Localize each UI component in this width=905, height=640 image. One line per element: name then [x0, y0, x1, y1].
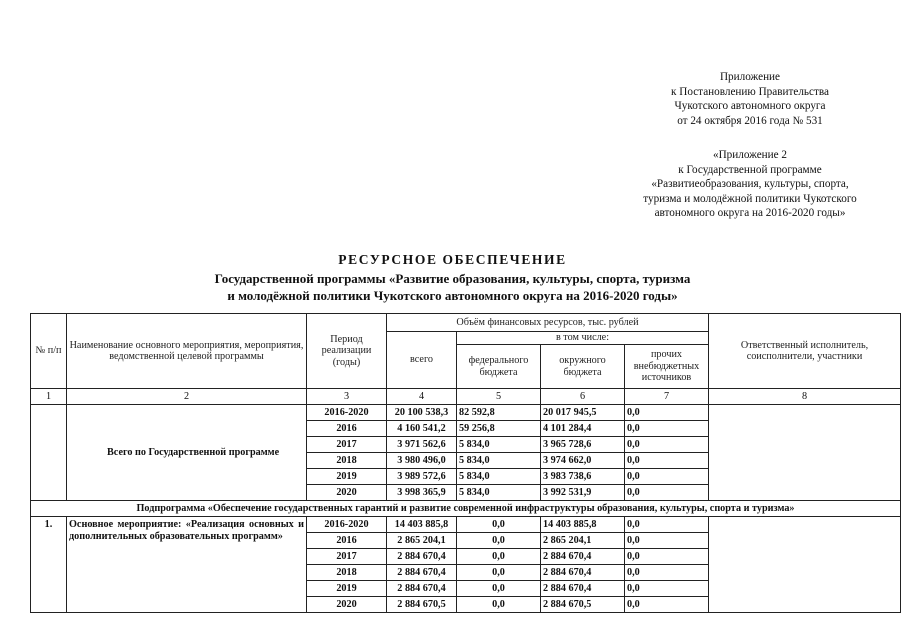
other-cell: 0,0	[625, 549, 709, 565]
appendix-line: от 24 октября 2016 года № 531	[677, 114, 823, 127]
document-subtitle-line-2: и молодёжной политики Чукотского автономного округа на 2016-2020 годы»	[227, 288, 678, 303]
federal-cell: 5 834,0	[457, 437, 541, 453]
header-volume: Объём финансовых ресурсов, тыс. рублей	[387, 314, 709, 332]
period-cell: 2016-2020	[307, 517, 387, 533]
period-cell: 2018	[307, 453, 387, 469]
period-cell: 2017	[307, 437, 387, 453]
federal-cell: 59 256,8	[457, 421, 541, 437]
other-cell: 0,0	[625, 597, 709, 613]
column-numbers-row	[31, 389, 901, 405]
other-cell: 0,0	[625, 405, 709, 421]
appendix-line: «Приложение 2	[712, 149, 788, 161]
header-district: окружного бюджета	[541, 345, 625, 389]
total-cell: 2 884 670,5	[387, 597, 457, 613]
appendix-line: Чукотского автономного округа	[674, 100, 826, 113]
total-cell: 3 998 365,9	[387, 485, 457, 501]
district-cell: 4 101 284,4	[541, 421, 625, 437]
appendix-block-1	[600, 70, 900, 128]
district-cell: 2 865 204,1	[541, 533, 625, 549]
header-responsible: Ответственный исполнитель, соисполнители, участники	[709, 314, 901, 389]
other-cell: 0,0	[625, 437, 709, 453]
column-number: 8	[709, 389, 901, 405]
document-title: РЕСУРСНОЕ ОБЕСПЕЧЕНИЕ	[338, 252, 567, 267]
resource-table	[30, 313, 901, 613]
header-period: Период реализации (годы)	[307, 314, 387, 389]
district-cell: 2 884 670,5	[541, 597, 625, 613]
column-number: 5	[457, 389, 541, 405]
header-num: № п/п	[31, 314, 67, 389]
district-cell: 2 884 670,4	[541, 581, 625, 597]
federal-cell: 0,0	[457, 597, 541, 613]
period-cell: 2019	[307, 581, 387, 597]
total-cell: 4 160 541,2	[387, 421, 457, 437]
total-cell: 20 100 538,3	[387, 405, 457, 421]
period-cell: 2016-2020	[307, 405, 387, 421]
total-cell: 2 884 670,4	[387, 581, 457, 597]
other-cell: 0,0	[625, 517, 709, 533]
column-number: 7	[625, 389, 709, 405]
other-cell: 0,0	[625, 581, 709, 597]
total-cell: 3 971 562,6	[387, 437, 457, 453]
header-name: Наименование основного мероприятия, мероприятия, ведомственной целевой программы	[67, 314, 307, 389]
federal-cell: 0,0	[457, 533, 541, 549]
responsible-cell	[709, 405, 901, 501]
other-cell: 0,0	[625, 453, 709, 469]
subprogram-row	[31, 501, 901, 517]
total-cell: 14 403 885,8	[387, 517, 457, 533]
period-cell: 2020	[307, 485, 387, 501]
district-cell: 3 965 728,6	[541, 437, 625, 453]
header-row-1	[31, 314, 901, 332]
total-cell: 2 865 204,1	[387, 533, 457, 549]
total-num-cell	[31, 405, 67, 501]
appendix-line: Приложение	[719, 71, 781, 83]
column-number: 2	[67, 389, 307, 405]
measure-num: 1.	[31, 517, 67, 613]
district-cell: 3 974 662,0	[541, 453, 625, 469]
federal-cell: 5 834,0	[457, 485, 541, 501]
federal-cell: 5 834,0	[457, 453, 541, 469]
period-cell: 2016	[307, 421, 387, 437]
total-label: Всего по Государственной программе	[67, 405, 307, 501]
subprogram-title: Подпрограмма «Обеспечение государственных гарантий и развитие современной инфраструктуры образования, культуры, спорта и туризма»	[31, 501, 901, 517]
column-number: 3	[307, 389, 387, 405]
column-number: 1	[31, 389, 67, 405]
district-cell: 14 403 885,8	[541, 517, 625, 533]
period-cell: 2017	[307, 549, 387, 565]
column-number: 4	[387, 389, 457, 405]
responsible-cell	[709, 517, 901, 613]
table-row	[31, 405, 901, 421]
federal-cell: 82 592,8	[457, 405, 541, 421]
appendix-line: туризма и молодёжной политики Чукотского	[643, 192, 857, 205]
district-cell: 2 884 670,4	[541, 565, 625, 581]
appendix-line: к Государственной программе	[678, 163, 822, 176]
district-cell: 3 983 738,6	[541, 469, 625, 485]
other-cell: 0,0	[625, 421, 709, 437]
appendix-line: «Развитиеобразования, культуры, спорта,	[651, 178, 849, 191]
appendix-line: автономного округа на 2016-2020 годы»	[654, 207, 846, 220]
total-cell: 3 980 496,0	[387, 453, 457, 469]
table-row	[31, 517, 901, 533]
federal-cell: 0,0	[457, 549, 541, 565]
appendix-line: к Постановлению Правительства	[671, 85, 829, 98]
header-including: в том числе:	[457, 332, 709, 345]
other-cell: 0,0	[625, 469, 709, 485]
federal-cell: 5 834,0	[457, 469, 541, 485]
district-cell: 3 992 531,9	[541, 485, 625, 501]
period-cell: 2019	[307, 469, 387, 485]
other-cell: 0,0	[625, 485, 709, 501]
total-cell: 2 884 670,4	[387, 549, 457, 565]
other-cell: 0,0	[625, 565, 709, 581]
period-cell: 2016	[307, 533, 387, 549]
appendix-block-2	[600, 148, 900, 221]
federal-cell: 0,0	[457, 517, 541, 533]
column-number: 6	[541, 389, 625, 405]
district-cell: 2 884 670,4	[541, 549, 625, 565]
total-cell: 2 884 670,4	[387, 565, 457, 581]
header-federal: федерального бюджета	[457, 345, 541, 389]
federal-cell: 0,0	[457, 565, 541, 581]
document-subtitle-line-1: Государственной программы «Развитие образования, культуры, спорта, туризма	[214, 271, 691, 286]
measure-name: Основное мероприятие: «Реализация основных и дополнительных образовательных программ»	[67, 517, 307, 613]
period-cell: 2018	[307, 565, 387, 581]
period-cell: 2020	[307, 597, 387, 613]
other-cell: 0,0	[625, 533, 709, 549]
federal-cell: 0,0	[457, 581, 541, 597]
total-cell: 3 989 572,6	[387, 469, 457, 485]
district-cell: 20 017 945,5	[541, 405, 625, 421]
header-total: всего	[387, 332, 457, 389]
header-other: прочих внебюджетных источников	[625, 345, 709, 389]
